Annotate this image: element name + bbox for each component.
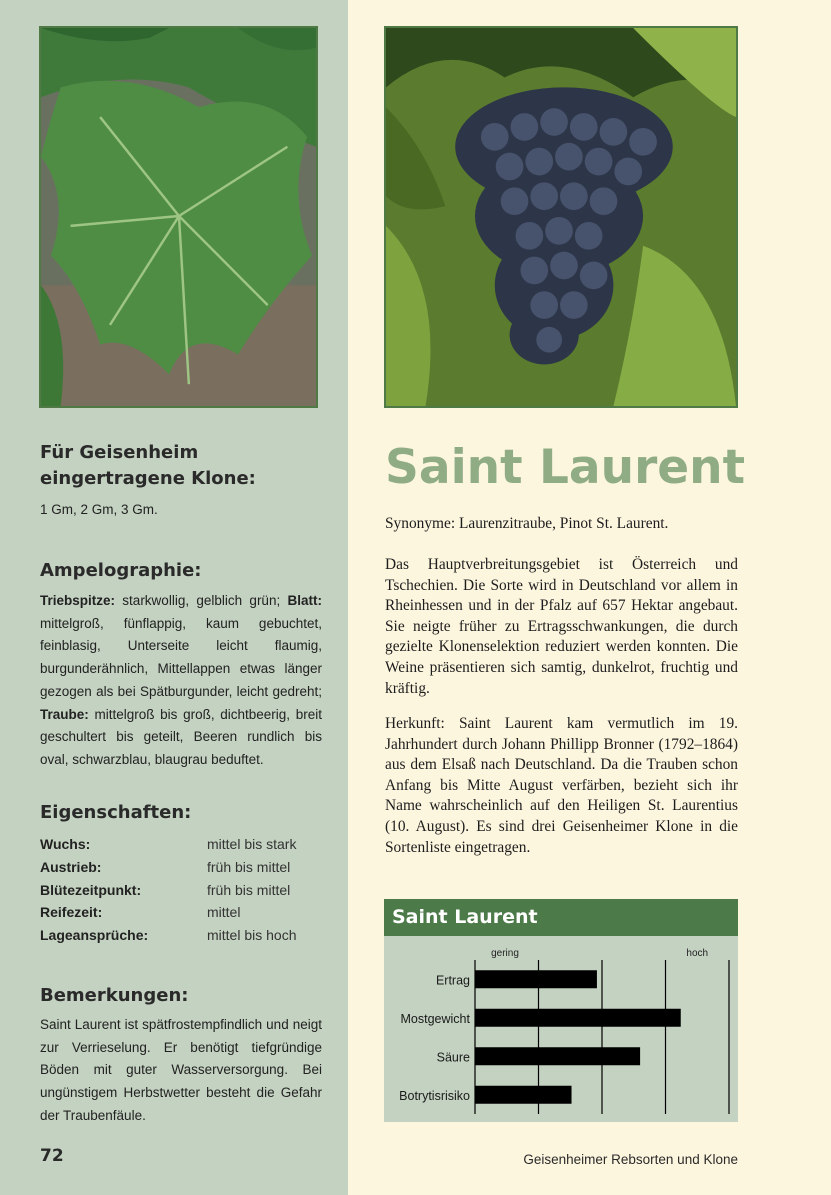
chart-bar [475, 970, 597, 988]
ampelo-val-traube: mittelgroß bis groß, dichtbeerig, breit geschultert bis geteilt, Beeren rundlich bis oval, schwarzblau, blaugrau beduftet. [40, 706, 322, 767]
chart-category-label: Botrytisrisiko [399, 1088, 470, 1103]
ampelo-text [40, 590, 322, 772]
chart-category-label: Ertrag [435, 973, 470, 988]
grape-photo [384, 26, 738, 408]
ampelo-key-traube: Traube: [40, 706, 89, 722]
prop-row [40, 879, 330, 902]
props-heading: Eigenschaften: [40, 802, 192, 823]
clones-heading-line2: eingertragene Klone: [40, 468, 256, 489]
ampelo-val-triebspitze: starkwollig, gelblich grün; [115, 593, 288, 608]
prop-key: Wuchs: [40, 836, 91, 852]
synonyms-text: Synonyme: Laurenzitraube, Pinot St. Laurent. [385, 515, 669, 532]
page-number: 72 [40, 1146, 64, 1166]
prop-key: Blütezeitpunkt: [40, 881, 142, 898]
chart-bar [475, 1086, 572, 1104]
chart-plot [384, 936, 738, 1122]
prop-value: mittel bis stark [207, 836, 297, 852]
prop-row [40, 833, 330, 856]
leaf-photo [39, 26, 318, 408]
prop-key: Austrieb: [40, 858, 102, 875]
characteristics-chart [384, 899, 738, 1122]
properties-table [40, 833, 330, 947]
clones-heading [40, 440, 256, 492]
chart-bar [475, 1047, 640, 1065]
ampelo-heading: Ampelographie: [40, 560, 202, 581]
ampelo-val-blatt: mittelgroß, fünflappig, kaum gebuchtet, feinblasig, Unterseite leicht flaumig, burgunderähnlich, Mittellappen etwas länger gezogen als bei Spätburgunder, leicht gedreht; [40, 615, 322, 699]
prop-row [40, 924, 330, 947]
chart-title: Saint Laurent [384, 899, 738, 936]
clones-heading-line1: Für Geisenheim [40, 442, 199, 463]
origin-paragraph: Herkunft: Saint Laurent kam vermutlich im 19. Jahrhundert durch Johann Phillipp Bronner (1792–1864) aus dem Elsaß nach Deutschland. Da die Trauben schon Anfang bis Mitte August verfärben, bezieht sich ihr Name wahrscheinlich auf den Heiligen St. Laurentius (10. August). Es sind drei Geisenheimer Klone in die Sortenliste eingetragen. [385, 715, 738, 856]
prop-key: Lageansprüche: [40, 927, 149, 944]
scale-label-low: gering [491, 948, 519, 959]
prop-row [40, 856, 330, 879]
chart-category-label: Säure [436, 1050, 470, 1065]
remarks-heading: Bemerkungen: [40, 985, 189, 1006]
ampelo-key-triebspitze: Triebspitze: [40, 593, 116, 608]
page-title: Saint Laurent [385, 440, 746, 495]
prop-value: früh bis mittel [207, 881, 291, 898]
prop-value: früh bis mittel [207, 858, 291, 875]
chart-bar [475, 1009, 681, 1027]
prop-row [40, 901, 330, 924]
prop-value: mittel bis hoch [207, 927, 297, 944]
ampelo-key-blatt: Blatt: [287, 593, 322, 608]
remarks-text: Saint Laurent ist spätfrostempfindlich und neigt zur Verrieselung. Er benötigt tiefgründige Böden mit guter Wasserversorgung. Bei ungünstigem Herbstwetter besteht die Gefahr der Traubenfäule. [40, 1017, 322, 1123]
prop-value: mittel [207, 904, 241, 921]
intro-paragraph: Das Hauptverbreitungsgebiet ist Österreich und Tschechien. Die Sorte wird in Deutschland vor allem in Rheinhessen und in der Pfalz auf 657 Hektar angebaut. Sie neigte früher zu Ertragsschwankungen, die durch gezielte Klonenselektion reduziert werden konnten. Die Weine präsentieren sich samtig, dunkelrot, fruchtig und kräftig. [385, 556, 738, 697]
chart-category-label: Mostgewicht [400, 1011, 470, 1026]
footer-text: Geisenheimer Rebsorten und Klone [523, 1152, 738, 1167]
scale-label-high: hoch [686, 948, 709, 959]
clones-text: 1 Gm, 2 Gm, 3 Gm. [40, 502, 158, 517]
prop-key: Reifezeit: [40, 904, 103, 921]
